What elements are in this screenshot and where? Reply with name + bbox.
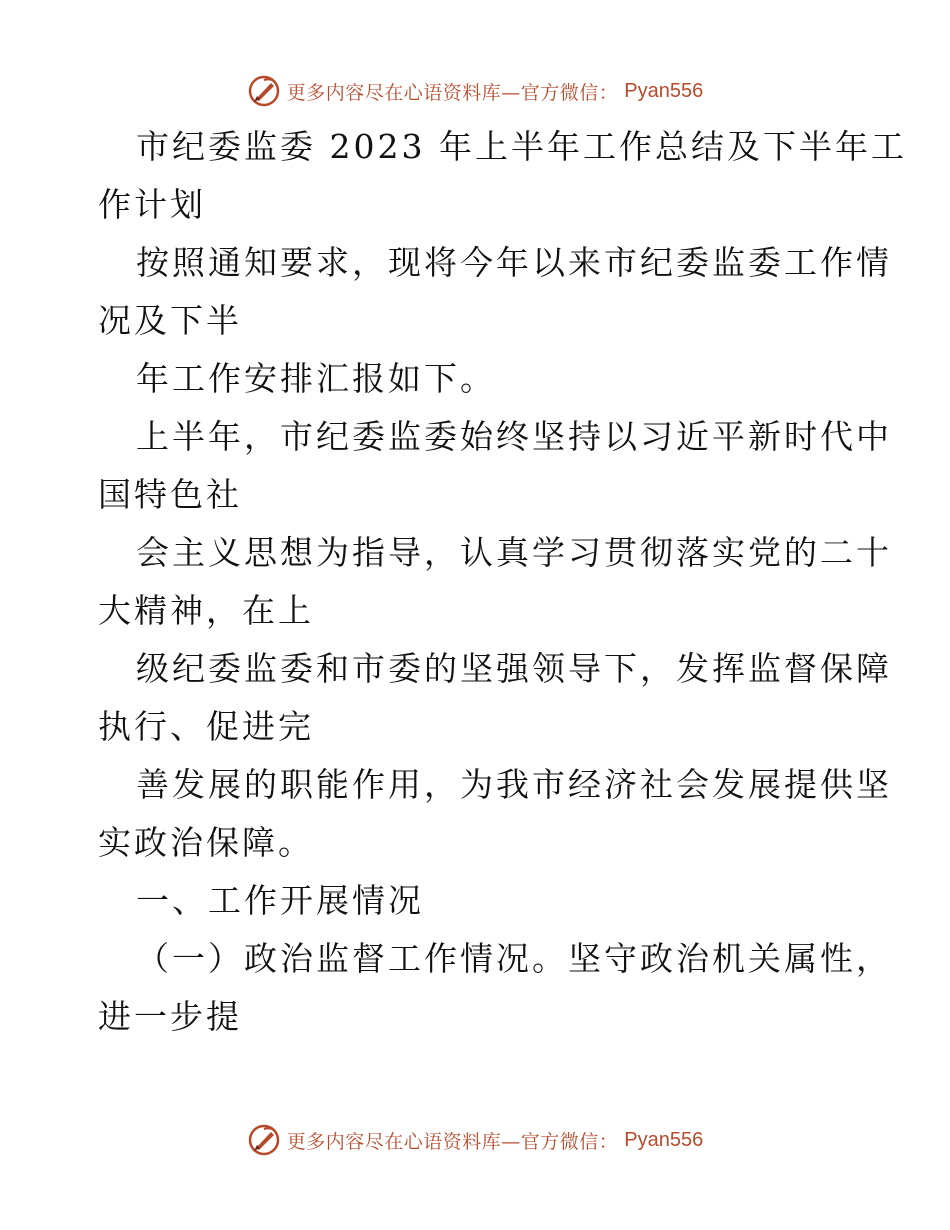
quill-logo-icon [247,1123,281,1157]
doc-paragraph-line: 实政治保障。 [98,823,314,862]
doc-paragraph-line: 大精神，在上 [98,591,314,630]
header-banner-text: 更多内容尽在心语资料库—官方微信： [286,81,619,104]
doc-title-line-2: 作计划 [98,185,206,224]
doc-paragraph-line: （一）政治监督工作情况。坚守政治机关属性， [136,939,892,978]
doc-paragraph-line: 善发展的职能作用，为我市经济社会发展提供坚 [136,765,892,804]
doc-section-heading: 一、工作开展情况 [136,881,424,920]
header-wechat-id: Pyan556 [624,79,704,102]
footer-banner [0,1120,950,1160]
quill-logo-icon [247,74,281,108]
doc-paragraph-line: 执行、促进完 [98,707,314,746]
footer-banner-text: 更多内容尽在心语资料库—官方微信： [286,1130,619,1153]
document-body [98,118,907,1046]
doc-title-line-1: 市纪委监委 2023 年上半年工作总结及下半年工 [136,127,907,166]
doc-paragraph-line: 按照通知要求，现将今年以来市纪委监委工作情 [136,243,892,282]
doc-paragraph-line: 国特色社 [98,475,242,514]
doc-paragraph-line: 年工作安排汇报如下。 [136,359,496,398]
header-banner [0,71,950,111]
footer-wechat-id: Pyan556 [624,1128,704,1151]
doc-paragraph-line: 上半年，市纪委监委始终坚持以习近平新时代中 [136,417,892,456]
doc-paragraph-line: 进一步提 [98,997,242,1036]
doc-paragraph-line: 会主义思想为指导，认真学习贯彻落实党的二十 [136,533,892,572]
doc-paragraph-line: 况及下半 [98,301,242,340]
doc-paragraph-line: 级纪委监委和市委的坚强领导下，发挥监督保障 [136,649,892,688]
